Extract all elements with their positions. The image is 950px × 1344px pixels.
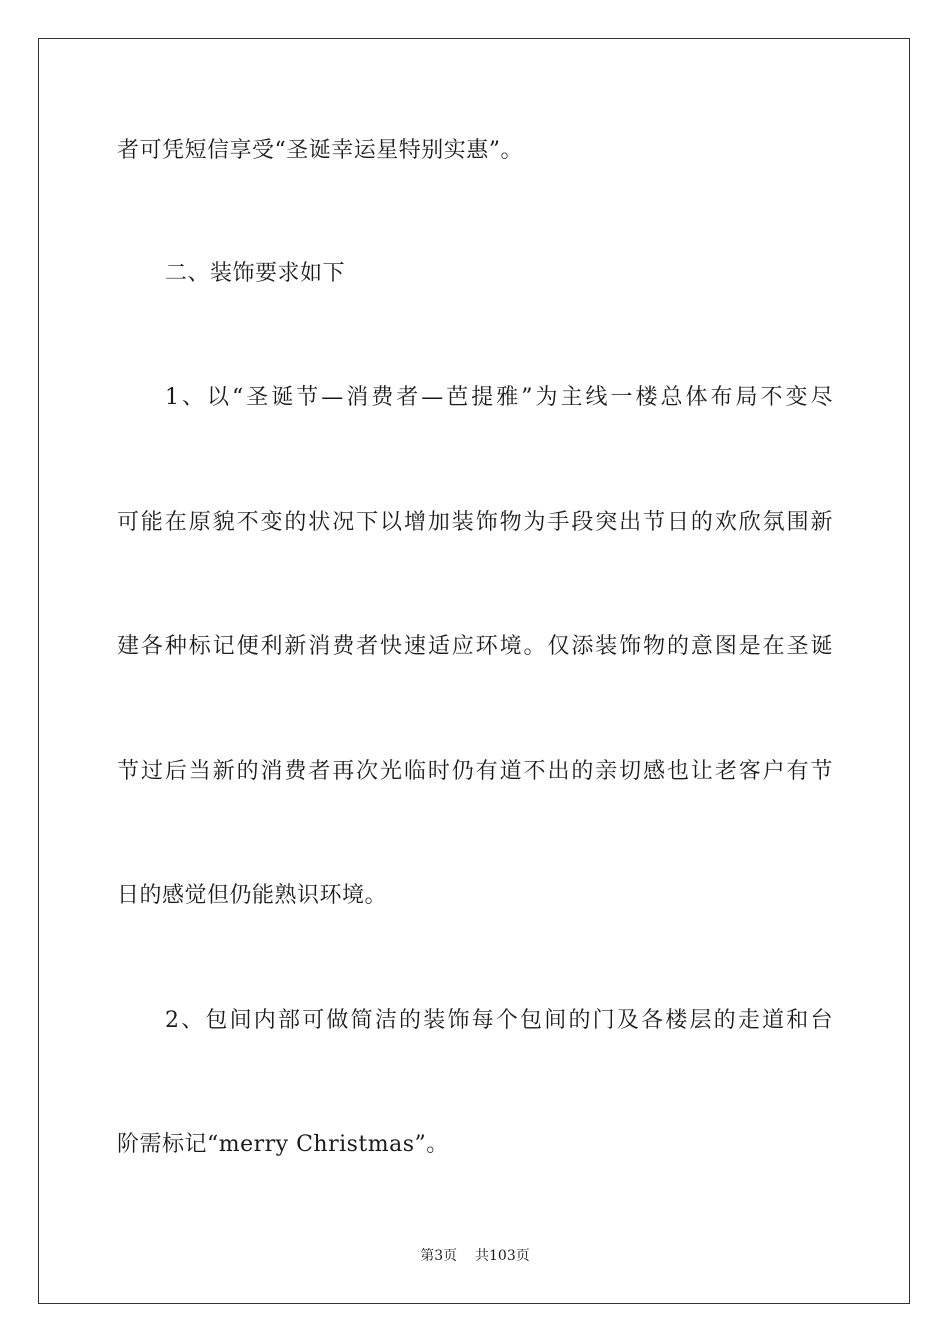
text-line-7: 日的感觉但仍能熟识环境。: [117, 883, 388, 908]
page-number: 第3页: [420, 1248, 458, 1264]
text-line-6: 节过后当新的消费者再次光临时仍有道不出的亲切感也让老客户有节: [117, 759, 833, 784]
text-line-5: 建各种标记便利新消费者快速适应环境。仅添装饰物的意图是在圣诞: [117, 634, 833, 659]
text-line-3: 1、以“圣诞节—消费者—芭提雅”为主线一楼总体布局不变尽: [165, 385, 833, 410]
text-line-8: 2、包间内部可做简洁的装饰每个包间的门及各楼层的走道和台: [165, 1008, 833, 1033]
page-total: 共103页: [475, 1248, 530, 1264]
text-line-9: 阶需标记“merry Christmas”。: [117, 1132, 449, 1157]
section-heading: 二、装饰要求如下: [165, 261, 346, 286]
page-border: [38, 38, 910, 1304]
text-line-1: 者可凭短信享受“圣诞幸运星特别实惠”。: [117, 138, 523, 163]
page-footer: [0, 1246, 950, 1266]
text-line-4: 可能在原貌不变的状况下以增加装饰物为手段突出节日的欢欣氛围新: [117, 510, 833, 535]
